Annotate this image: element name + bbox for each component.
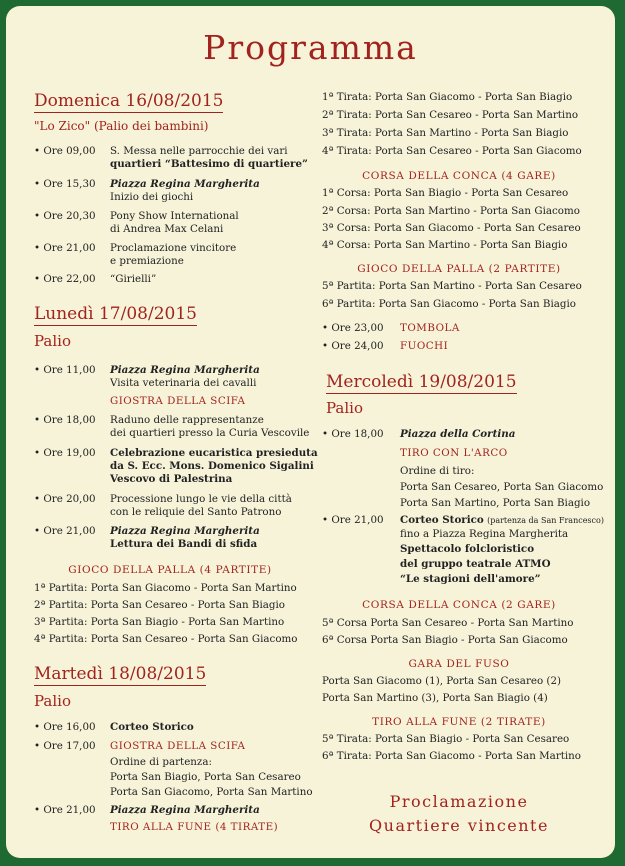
day3-heading: Martedì 18/08/2015 — [34, 664, 207, 684]
day4-event-title: Corteo Storico (partenza da San Francesco) — [400, 514, 604, 526]
day4-fune-title: TIRO ALLA FUNE (2 TIRATE) — [372, 716, 546, 728]
day3-event-time: • Ore 17,00 — [34, 740, 96, 752]
tirata-row: 5ª Tirata: Porta San Biagio - Porta San Cesareo — [322, 733, 570, 745]
tirata-row: 6ª Tirata: Porta San Giacomo - Porta San Martino — [322, 750, 582, 762]
day4-event-sub: TIRO CON L'ARCO — [400, 447, 508, 459]
partita-row: 5ª Partita: Porta San Martino - Porta San Cesareo — [322, 280, 582, 292]
day2-event-line: Piazza Regina Margherita — [110, 525, 260, 537]
day2-event-line: con le reliquie del Santo Patrono — [110, 506, 282, 518]
partita-row: 2ª Partita: Porta San Cesareo - Porta San Biagio — [34, 599, 285, 611]
day1-heading: Domenica 16/08/2015 — [34, 91, 224, 111]
day3-event-line: Porta San Biagio, Porta San Cesareo — [110, 771, 301, 783]
day4-heading: Mercoledì 19/08/2015 — [326, 372, 517, 392]
day1-event-time: • Ore 21,00 — [34, 242, 96, 254]
tirata-row: 4ª Tirata: Porta San Cesareo - Porta San Giacomo — [322, 145, 582, 157]
day4-event-time: • Ore 21,00 — [322, 514, 384, 526]
day1-subtitle: "Lo Zico" (Palio dei bambini) — [34, 119, 209, 133]
day2-event-line: dei quartieri presso la Curia Vescovile — [110, 427, 310, 439]
day4-event-place: Piazza della Cortina — [400, 428, 516, 440]
day1-event-time: • Ore 15,30 — [34, 178, 96, 190]
day2-event-line: Celebrazione eucaristica presieduta — [110, 447, 318, 459]
day4-event-time: • Ore 18,00 — [322, 428, 384, 440]
day2-event-line: GIOSTRA DELLA SCIFA — [110, 395, 246, 407]
late-event-time: • Ore 23,00 — [322, 322, 384, 334]
partita-row: 1ª Partita: Porta San Giacomo - Porta San Martino — [34, 582, 297, 594]
corsa-row: 1ª Corsa: Porta San Biagio - Porta San Cesareo — [322, 187, 569, 199]
day2-event-time: • Ore 20,00 — [34, 493, 96, 505]
day4-event-line: “Le stagioni dell'amore” — [400, 573, 541, 585]
partita-row: 4ª Partita: Porta San Cesareo - Porta San Giacomo — [34, 633, 298, 645]
corsa-row: 5ª Corsa Porta San Cesareo - Porta San Martino — [322, 617, 574, 629]
day2-event-line: Processione lungo le vie della città — [110, 493, 292, 505]
day2-event-line: Raduno delle rappresentanze — [110, 414, 264, 426]
day1-event-line: quartieri “Battesimo di quartiere” — [110, 158, 308, 170]
day2-event-line: Visita veterinaria dei cavalli — [110, 377, 257, 389]
corsa-row: 2ª Corsa: Porta San Martino - Porta San Giacomo — [322, 205, 580, 217]
day2-event-time: • Ore 11,00 — [34, 364, 96, 376]
tirata-row: 1ª Tirata: Porta San Giacomo - Porta San Biagio — [322, 91, 573, 103]
tirata-row: 2ª Tirata: Porta San Cesareo - Porta San Martino — [322, 109, 579, 121]
day2-event-line: da S. Ecc. Mons. Domenico Sigalini — [110, 460, 314, 472]
day1-event-time: • Ore 20,30 — [34, 210, 96, 222]
closing-line-1: Proclamazione — [389, 792, 529, 811]
day3-event-line: GIOSTRA DELLA SCIFA — [110, 740, 246, 752]
day3-event-line: Corteo Storico — [110, 721, 194, 733]
day3-event-line: Porta San Giacomo, Porta San Martino — [110, 786, 313, 798]
day3-corsa-title: CORSA DELLA CONCA (4 GARE) — [362, 170, 556, 182]
day2-event-line: Vescovo di Palestrina — [110, 473, 233, 485]
fuso-line: Porta San Giacomo (1), Porta San Cesareo (2) — [322, 675, 562, 687]
day1-event-line: Proclamazione vincitore — [110, 242, 237, 254]
day1-event-line: Pony Show International — [110, 210, 239, 222]
day2-event-line: Piazza Regina Margherita — [110, 364, 260, 376]
day1-event-time: • Ore 09,00 — [34, 145, 96, 157]
partita-row: 6ª Partita: Porta San Giacomo - Porta San Biagio — [322, 298, 576, 310]
day1-event-line: di Andrea Max Celani — [110, 223, 224, 235]
day1-event-line: “Girielli” — [110, 273, 157, 285]
day4-event-line: Porta San Martino, Porta San Biagio — [400, 497, 591, 509]
day2-heading: Lunedì 17/08/2015 — [34, 304, 197, 324]
late-event-what: TOMBOLA — [400, 322, 460, 334]
day3-event-time: • Ore 16,00 — [34, 721, 96, 733]
fuso-line: Porta San Martino (3), Porta San Biagio (4) — [322, 692, 548, 704]
day1-event-line: Piazza Regina Margherita — [110, 178, 260, 190]
day4-event-line: Ordine di tiro: — [400, 465, 475, 477]
day3-event-time: • Ore 21,00 — [34, 804, 96, 816]
day4-corsa-title: CORSA DELLA CONCA (2 GARE) — [362, 599, 556, 611]
day2-palio: Palio — [34, 332, 71, 350]
page-title: Programma — [203, 28, 418, 67]
day2-event-time: • Ore 18,00 — [34, 414, 96, 426]
day1-event-line: e premiazione — [110, 255, 184, 267]
day2-gioco-title: GIOCO DELLA PALLA (4 PARTITE) — [68, 564, 272, 576]
day1-event-time: • Ore 22,00 — [34, 273, 96, 285]
day4-event-line: Spettacolo folcloristico — [400, 543, 535, 555]
programme-sheet — [6, 6, 615, 858]
tirata-row: 3ª Tirata: Porta San Martino - Porta San Biagio — [322, 127, 569, 139]
day4-palio: Palio — [326, 399, 363, 417]
late-event-time: • Ore 24,00 — [322, 340, 384, 352]
day4-fuso-title: GARA DEL FUSO — [408, 658, 510, 670]
day3-event-line: TIRO ALLA FUNE (4 TIRATE) — [110, 821, 279, 833]
day4-event-line: fino a Piazza Regina Margherita — [400, 528, 569, 540]
day4-event-line: del gruppo teatrale ATMO — [400, 558, 551, 570]
day3-palio: Palio — [34, 692, 71, 710]
day3-event-line: Ordine di partenza: — [110, 756, 212, 768]
day2-event-time: • Ore 21,00 — [34, 525, 96, 537]
day3-event-line: Piazza Regina Margherita — [110, 804, 260, 816]
corsa-row: 3ª Corsa: Porta San Giacomo - Porta San Cesareo — [322, 222, 581, 234]
day2-event-line: Lettura dei Bandi di sfida — [110, 538, 258, 550]
partita-row: 3ª Partita: Porta San Biagio - Porta San Martino — [34, 616, 285, 628]
closing-line-2: Quartiere vincente — [369, 816, 549, 835]
late-event-what: FUOCHI — [400, 340, 449, 352]
day1-event-line: Inizio dei giochi — [110, 191, 194, 203]
corsa-row: 4ª Corsa: Porta San Martino - Porta San Biagio — [322, 239, 568, 251]
day1-event-line: S. Messa nelle parrocchie dei vari — [110, 145, 288, 157]
day2-event-time: • Ore 19,00 — [34, 447, 96, 459]
day4-event-line: Porta San Cesareo, Porta San Giacomo — [400, 481, 604, 493]
day3-gioco-title: GIOCO DELLA PALLA (2 PARTITE) — [357, 263, 561, 275]
corsa-row: 6ª Corsa Porta San Biagio - Porta San Giacomo — [322, 634, 568, 646]
